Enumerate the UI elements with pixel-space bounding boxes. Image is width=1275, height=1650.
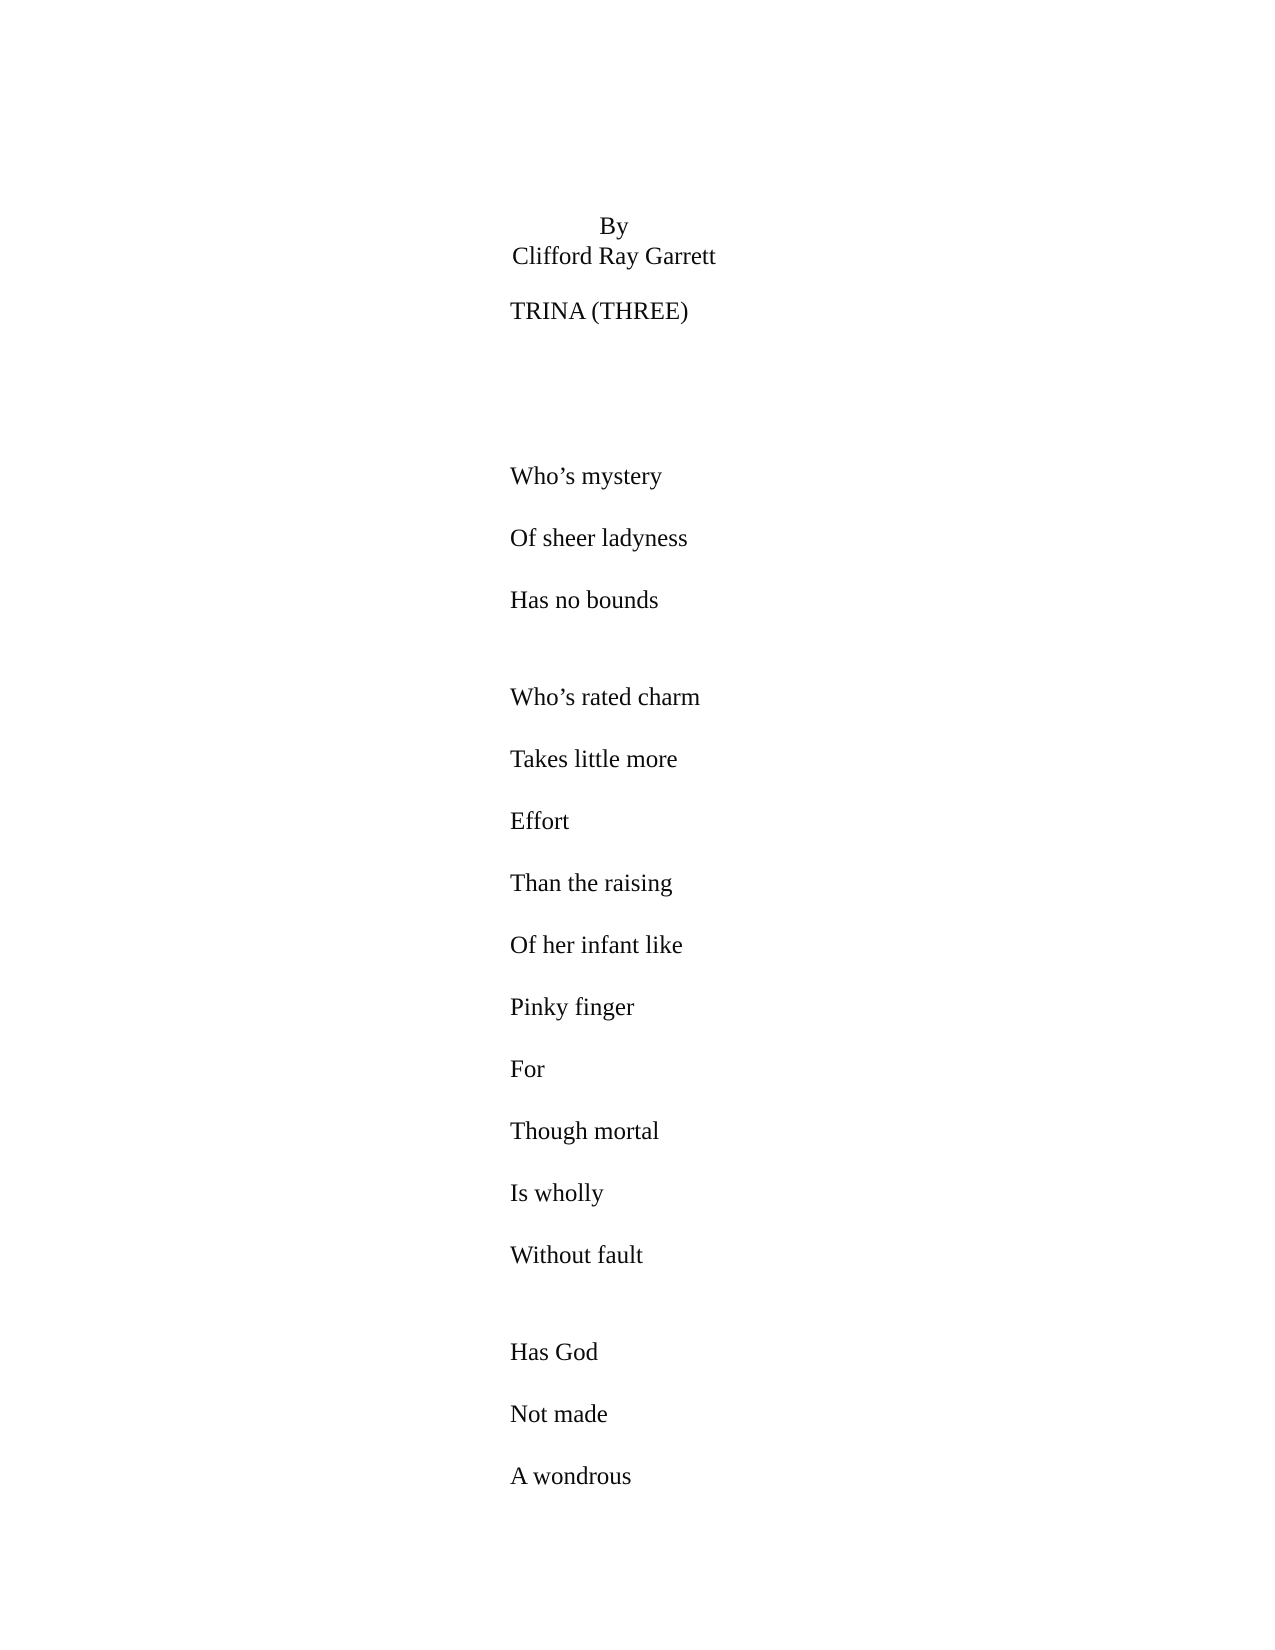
poem-stanza-3 <box>510 1322 700 1508</box>
poem-line: Not made <box>510 1401 608 1428</box>
poem-body <box>510 446 700 1508</box>
poem-line: Is wholly <box>510 1180 604 1207</box>
poem-line: Has God <box>510 1339 599 1366</box>
poem-line: For <box>510 1056 545 1083</box>
poem-line: Though mortal <box>510 1118 660 1145</box>
poem-stanza-1 <box>510 446 700 632</box>
poem-line: Pinky finger <box>510 994 635 1021</box>
author-name: Clifford Ray Garrett <box>512 243 716 270</box>
poem-line: Has no bounds <box>510 587 659 614</box>
poem-line: Without fault <box>510 1242 643 1269</box>
poem-line: Than the raising <box>510 870 673 897</box>
poem-line: Effort <box>510 808 570 835</box>
poem-line: Who’s rated charm <box>510 684 701 711</box>
poem-stanza-2 <box>510 667 700 1287</box>
poem-header <box>510 212 718 272</box>
poem-line: Of her infant like <box>510 932 683 959</box>
poem-line: Who’s mystery <box>510 463 663 490</box>
poem-title: TRINA (THREE) <box>510 298 689 325</box>
poem-line: Of sheer ladyness <box>510 525 688 552</box>
byline: By <box>599 213 629 240</box>
poem-line: Takes little more <box>510 746 678 773</box>
poem-line: A wondrous <box>510 1463 632 1490</box>
